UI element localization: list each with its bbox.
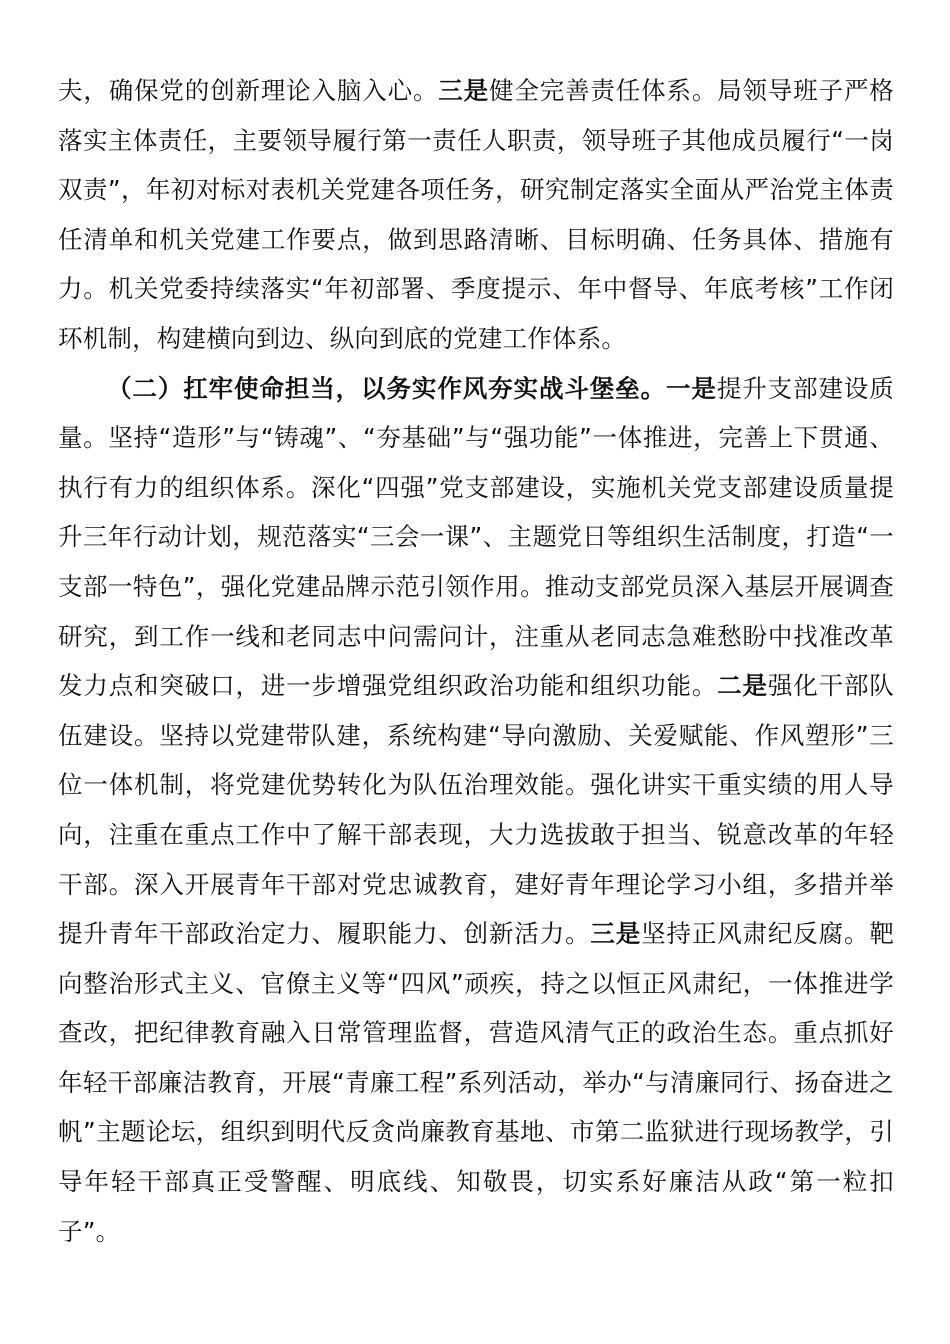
paragraph-2-bold-third: 三是 [590, 919, 642, 949]
paragraph-2 [58, 364, 894, 1257]
paragraph-2-text-c: 坚持正风肃纪反腐。靶向整治形式主义、官僚主义等“四风”顽疾，持之以恒正风肃纪，一体推进学查改，把纪律教育融入日常管理监督，营造风清气正的政治生态。重点抓好年轻干部廉洁教育，开展“青廉工程”系列活动，举办“与清廉同行、扬奋进之帆”主题论坛，组织到明代反贪尚廉教育基地、市第二监狱进行现场教学，引导年轻干部真正受警醒、明底线、知敬畏，切实系好廉洁从政“第一粒扣子”。 [58, 919, 895, 1246]
paragraph-2-bold-second: 二是 [717, 671, 768, 701]
paragraph-1 [58, 66, 894, 364]
paragraph-2-text-a: 提升支部建设质量。坚持“造形”与“铸魂”、“夯基础”与“强功能”一体推进，完善上下贯通、执行有力的组织体系。深化“四强”党支部建设，实施机关党支部建设质量提升三年行动计划，规范落实“三会一课”、主题党日等组织生活制度，打造“一支部一特色”，强化党建品牌示范引领作用。推动支部党员深入基层开展调查研究，到工作一线和老同志中问需问计，注重从老同志急难愁盼中找准改革发力点和突破口，进一步增强党组织政治功能和组织功能。 [58, 373, 894, 701]
paragraph-1-text-b: 健全完善责任体系。局领导班子严格落实主体责任，主要领导履行第一责任人职责，领导班子其他成员履行“一岗双责”，年初对标对表机关党建各项任务，研究制定落实全面从严治党主体责任清单和机关党建工作要点，做到思路清晰、目标明确、任务具体、措施有力。机关党委持续落实“年初部署、季度提示、年中督导、年底考核”工作闭环机制，构建横向到边、纵向到底的党建工作体系。 [58, 76, 895, 353]
section-heading: （二）扛牢使命担当，以务实作风夯实战斗堡垒。 [107, 373, 667, 403]
paragraph-2-text-b: 强化干部队伍建设。坚持以党建带队建，系统构建“导向激励、关爱赋能、作风塑形”三位一体机制，将党建优势转化为队伍治理效能。强化讲实干重实绩的用人导向，注重在重点工作中了解干部表现，大力选拔敢于担当、锐意改革的年轻干部。深入开展青年干部对党忠诚教育，建好青年理论学习小组，多措并举提升青年干部政治定力、履职能力、创新活力。 [58, 671, 895, 949]
document-page [58, 66, 894, 1256]
paragraph-1-bold-third: 三是 [438, 76, 490, 105]
paragraph-2-bold-first: 一是 [666, 373, 717, 403]
paragraph-1-text-a: 夫，确保党的创新理论入脑入心。 [58, 76, 439, 105]
